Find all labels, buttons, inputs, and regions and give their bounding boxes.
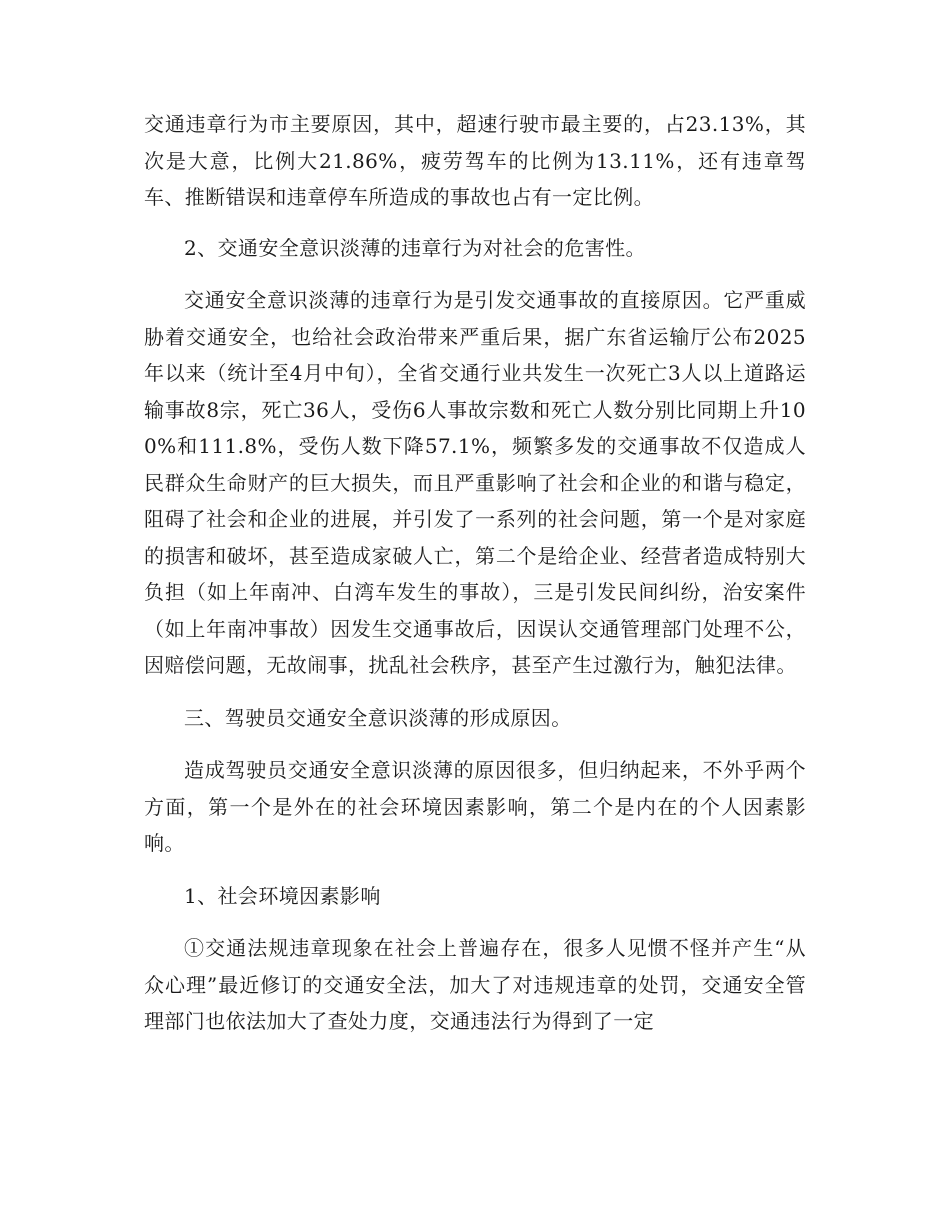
subsection-heading-social-environment: 1、社会环境因素影响 (184, 883, 381, 908)
section-heading-social-harm: 2、交通安全意识淡薄的违章行为对社会的危害性。 (184, 235, 646, 260)
paragraph-causes-overview: 造成驾驶员交通安全意识淡薄的原因很多，但归纳起来，不外乎两个方面，第一个是外在的社会环境因素影响，第二个是内在的个人因素影响。 (144, 758, 806, 855)
paragraph-herd-mentality: ①交通法规违章现象在社会上普遍存在，很多人见惯不怪并产生“从众心理”最近修订的交通安全法，加大了对违规违章的处罚，交通安全管理部门也依法加大了查处力度，交通违法行为得到了一定 (144, 936, 806, 1033)
paragraph-violation-causes: 交通违章行为市主要原因，其中，超速行驶市最主要的，占23.13%，其次是大意，比例大21.86%，疲劳驾车的比例为13.11%，还有违章驾车、推断错误和违章停车所造成的事故也占有一定比例。 (144, 112, 806, 209)
document-body (144, 106, 806, 1040)
paragraph-social-harm: 交通安全意识淡薄的违章行为是引发交通事故的直接原因。它严重威胁着交通安全，也给社会政治带来严重后果，据广东省运输厅公布2025年以来（统计至4月中旬），全省交通行业共发生一次死亡3人以上道路运输事故8宗，死亡36人，受伤6人事故宗数和死亡人数分别比同期上升100%和111.8%，受伤人数下降57.1%，频繁多发的交通事故不仅造成人民群众生命财产的巨大损失，而且严重影响了社会和企业的和谐与稳定，阻碍了社会和企业的进展，并引发了一系列的社会问题，第一个是对家庭的损害和破坏，甚至造成家破人亡，第二个是给企业、经营者造成特别大负担（如上年南冲、白湾车发生的事故），三是引发民间纠纷，治安案件（如上年南冲事故）因发生交通事故后，因误认交通管理部门处理不公，因赔偿问题，无故闹事，扰乱社会秩序，甚至产生过激行为，触犯法律。 (144, 288, 806, 677)
section-heading-causes: 三、驾驶员交通安全意识淡薄的形成原因。 (184, 705, 572, 730)
